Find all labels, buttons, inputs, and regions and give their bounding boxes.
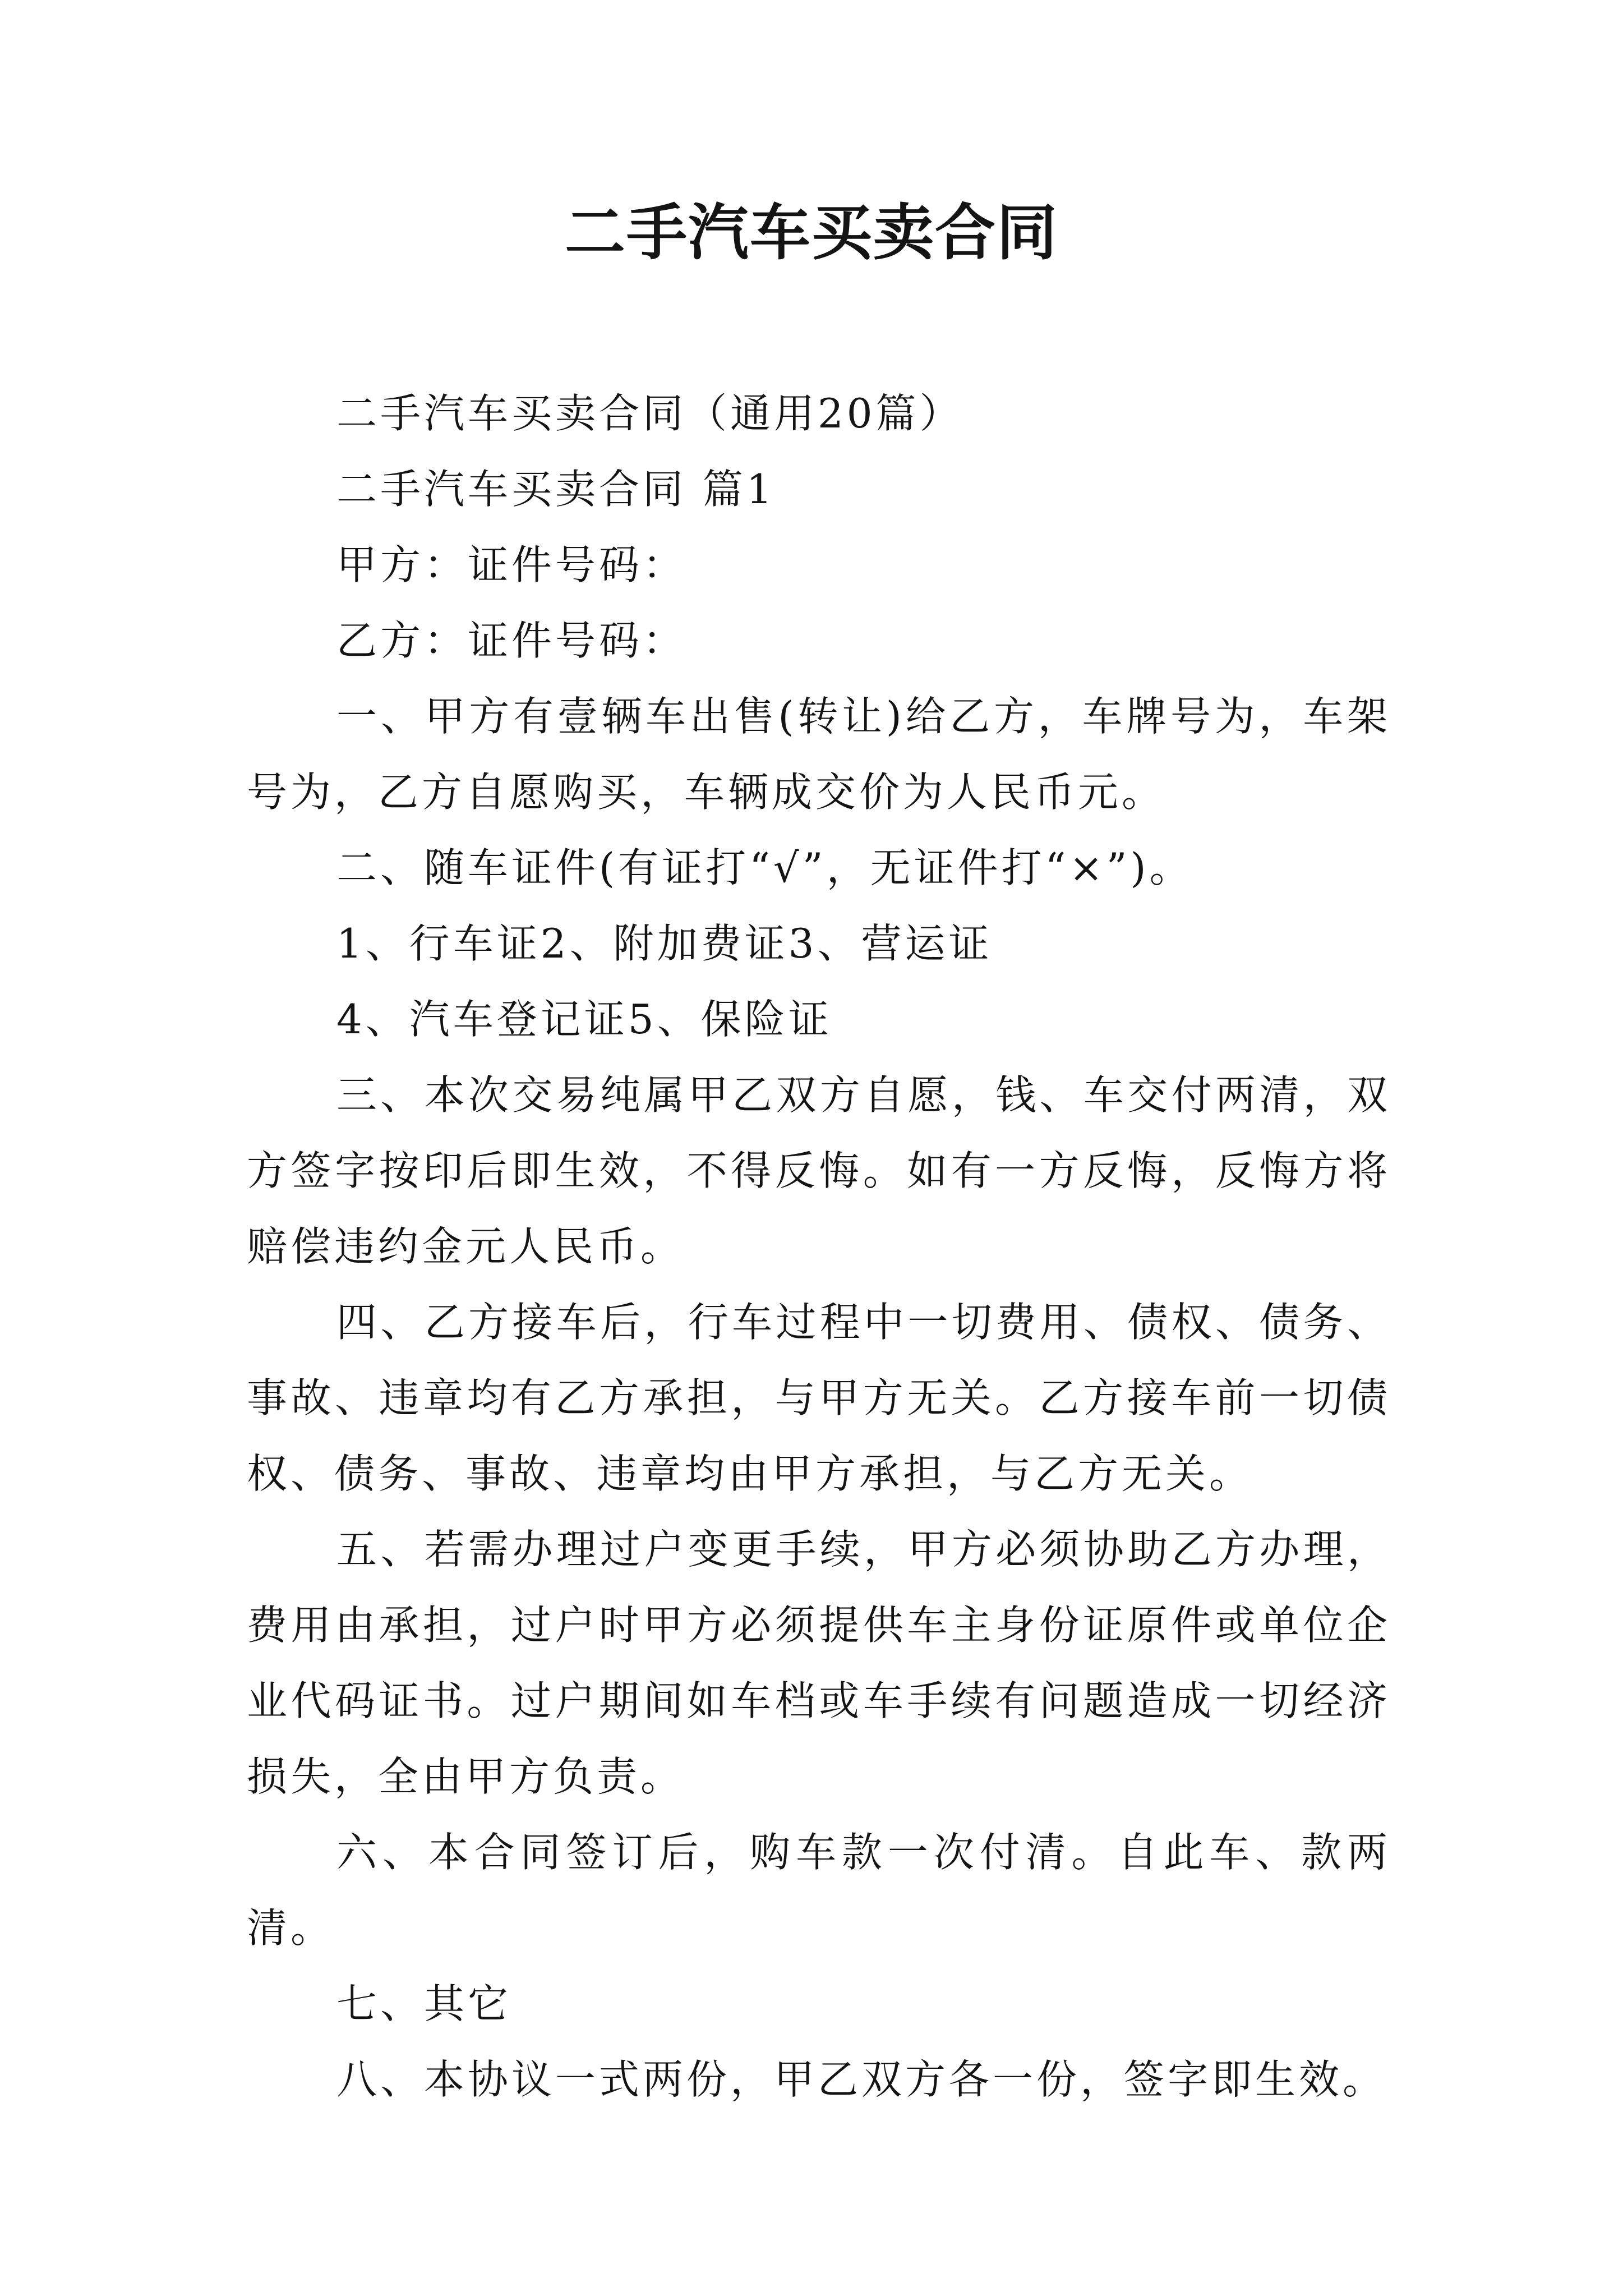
paragraph-clause-2: 二、随车证件(有证打“√”，无证件打“×”)。 <box>336 844 1193 891</box>
paragraph-clause-5: 五、若需办理过户变更手续，甲方必须协助乙方办理，费用由承担，过户时甲方必须提供车主身份证原件或单位企业代码证书。过户期间如车档或车手续有问题造成一切经济损失，全由甲方负责。 <box>247 1526 1391 1800</box>
paragraph-certificates-1: 1、行车证2、附加费证3、营运证 <box>336 920 993 967</box>
paragraph-party-b: 乙方：证件号码： <box>336 617 687 664</box>
document-body <box>247 376 1391 2118</box>
paragraph-clause-7: 七、其它 <box>336 1980 512 2027</box>
document-title: 二手汽车买卖合同 <box>564 197 1058 268</box>
paragraph-clause-1: 一、甲方有壹辆车出售(转让)给乙方，车牌号为，车架号为，乙方自愿购买，车辆成交价为人民币元。 <box>247 693 1391 816</box>
paragraph-party-a: 甲方：证件号码： <box>336 541 687 588</box>
paragraph-section-heading: 二手汽车买卖合同 篇1 <box>336 466 776 513</box>
paragraph-clause-4: 四、乙方接车后，行车过程中一切费用、债权、债务、事故、违章均有乙方承担，与甲方无关。乙方接车前一切债权、债务、事故、违章均由甲方承担，与乙方无关。 <box>247 1299 1391 1497</box>
paragraph-clause-8: 八、本协议一式两份，甲乙双方各一份，签字即生效。 <box>336 2056 1387 2103</box>
paragraph-subtitle: 二手汽车买卖合同（通用20篇） <box>336 390 963 437</box>
paragraph-clause-6: 六、本合同签订后，购车款一次付清。自此车、款两清。 <box>247 1829 1391 1952</box>
paragraph-certificates-2: 4、汽车登记证5、保险证 <box>336 996 832 1043</box>
paragraph-clause-3: 三、本次交易纯属甲乙双方自愿，钱、车交付两清，双方签字按印后即生效，不得反悔。如有一方反悔，反悔方将赔偿违约金元人民币。 <box>247 1071 1391 1270</box>
